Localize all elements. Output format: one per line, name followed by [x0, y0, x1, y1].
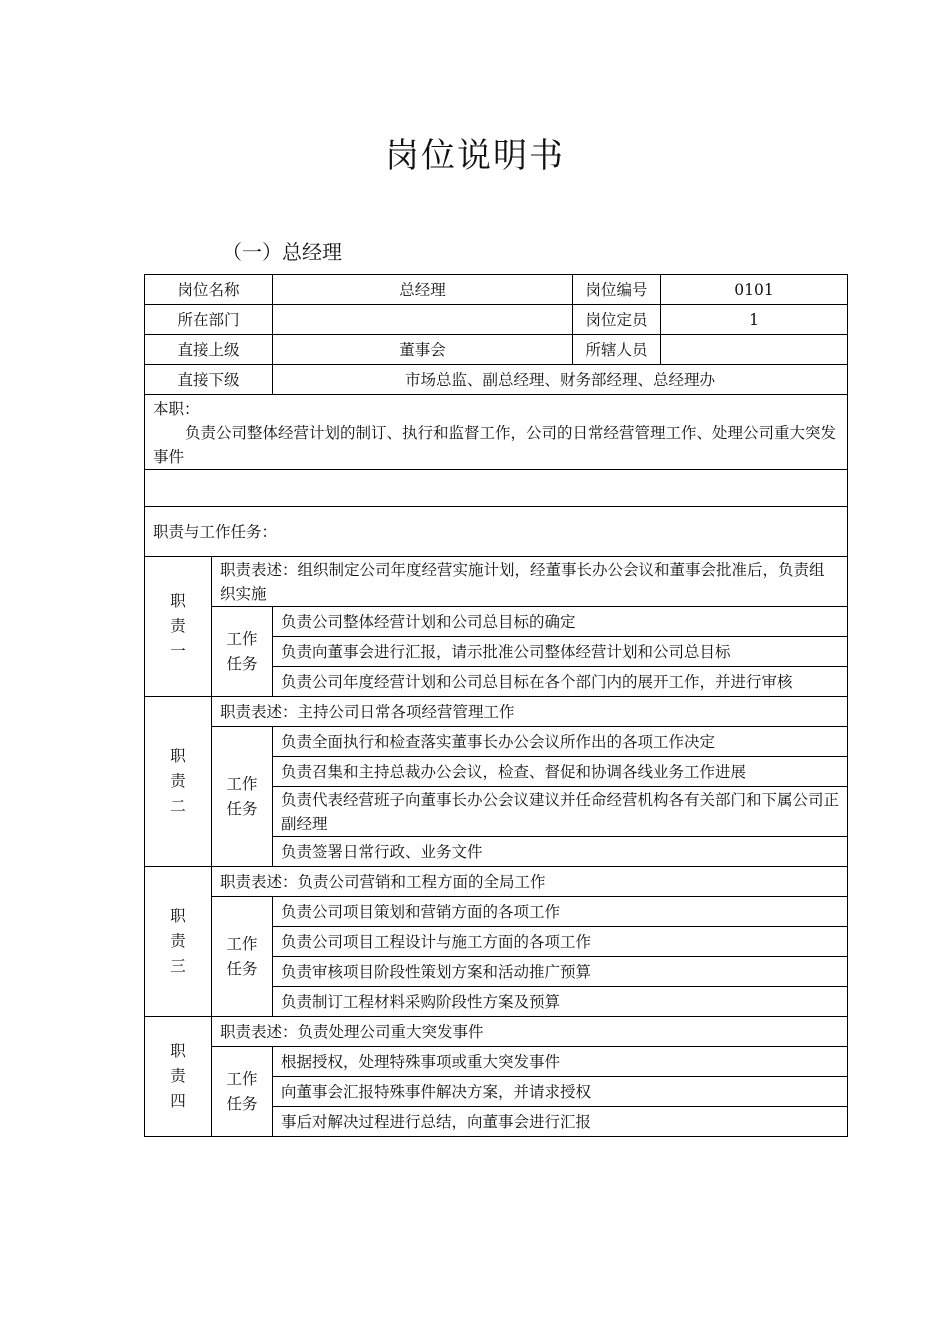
duty-statement: 职责表述：主持公司日常各项经营管理工作 — [212, 697, 848, 727]
table-row — [145, 470, 848, 507]
table-row — [145, 1047, 848, 1077]
duties-heading: 职责与工作任务： — [145, 507, 848, 557]
table-row — [145, 607, 848, 637]
task-item: 负责公司年度经营计划和公司总目标在各个部门内的展开工作，并进行审核 — [273, 667, 848, 697]
blank-cell — [145, 470, 848, 507]
duty-label: 职 责 二 — [145, 697, 212, 867]
position-name-value: 总经理 — [273, 275, 573, 305]
task-item: 负责向董事会进行汇报，请示批准公司整体经营计划和公司总目标 — [273, 637, 848, 667]
table-row — [145, 305, 848, 335]
table-row — [145, 727, 848, 757]
duty-statement: 职责表述：组织制定公司年度经营实施计划，经董事长办公会议和董事会批准后，负责组织实施 — [212, 557, 848, 607]
task-item: 负责公司项目工程设计与施工方面的各项工作 — [273, 927, 848, 957]
table-row — [145, 557, 848, 607]
task-item: 负责全面执行和检查落实董事长办公会议所作出的各项工作决定 — [273, 727, 848, 757]
duty-statement: 职责表述：负责公司营销和工程方面的全局工作 — [212, 867, 848, 897]
benzhi-cell — [145, 395, 848, 470]
task-label: 工作 任务 — [212, 1047, 273, 1137]
direct-superior-value: 董事会 — [273, 335, 573, 365]
task-label: 工作 任务 — [212, 897, 273, 1017]
headcount-label: 岗位定员 — [573, 305, 661, 335]
task-label: 工作 任务 — [212, 727, 273, 867]
table-row — [145, 867, 848, 897]
position-code-value: 0101 — [661, 275, 848, 305]
direct-superior-label: 直接上级 — [145, 335, 273, 365]
direct-subordinate-value: 市场总监、副总经理、财务部经理、总经理办 — [273, 365, 848, 395]
task-label: 工作 任务 — [212, 607, 273, 697]
table-row — [145, 335, 848, 365]
table-row — [145, 365, 848, 395]
headcount-value: 1 — [661, 305, 848, 335]
table-row — [145, 395, 848, 470]
task-item: 负责审核项目阶段性策划方案和活动推广预算 — [273, 957, 848, 987]
subordinates-value — [661, 335, 848, 365]
department-label: 所在部门 — [145, 305, 273, 335]
task-item: 负责制订工程材料采购阶段性方案及预算 — [273, 987, 848, 1017]
table-row — [145, 1017, 848, 1047]
task-item: 负责代表经营班子向董事长办公会议建议并任命经营机构各有关部门和下属公司正副经理 — [273, 787, 848, 837]
table-row — [145, 275, 848, 305]
document-title: 岗位说明书 — [385, 136, 565, 176]
task-item: 事后对解决过程进行总结，向董事会进行汇报 — [273, 1107, 848, 1137]
duty-label: 职 责 三 — [145, 867, 212, 1017]
task-item: 向董事会汇报特殊事件解决方案，并请求授权 — [273, 1077, 848, 1107]
direct-subordinate-label: 直接下级 — [145, 365, 273, 395]
task-item: 负责公司整体经营计划和公司总目标的确定 — [273, 607, 848, 637]
duty-statement: 职责表述：负责处理公司重大突发事件 — [212, 1017, 848, 1047]
task-item: 负责签署日常行政、业务文件 — [273, 837, 848, 867]
table-row — [145, 897, 848, 927]
benzhi-text: 负责公司整体经营计划的制订、执行和监督工作，公司的日常经营管理工作、处理公司重大突发事件 — [153, 424, 837, 466]
duty-label: 职 责 一 — [145, 557, 212, 697]
task-item: 根据授权，处理特殊事项或重大突发事件 — [273, 1047, 848, 1077]
position-name-label: 岗位名称 — [145, 275, 273, 305]
department-value — [273, 305, 573, 335]
job-spec-table — [144, 274, 848, 1137]
section-title: （一）总经理 — [222, 240, 342, 264]
table-row — [145, 507, 848, 557]
benzhi-label: 本职： — [153, 400, 200, 418]
table-row — [145, 697, 848, 727]
position-code-label: 岗位编号 — [573, 275, 661, 305]
task-item: 负责召集和主持总裁办公会议，检查、督促和协调各线业务工作进展 — [273, 757, 848, 787]
task-item: 负责公司项目策划和营销方面的各项工作 — [273, 897, 848, 927]
subordinates-label: 所辖人员 — [573, 335, 661, 365]
duty-label: 职 责 四 — [145, 1017, 212, 1137]
